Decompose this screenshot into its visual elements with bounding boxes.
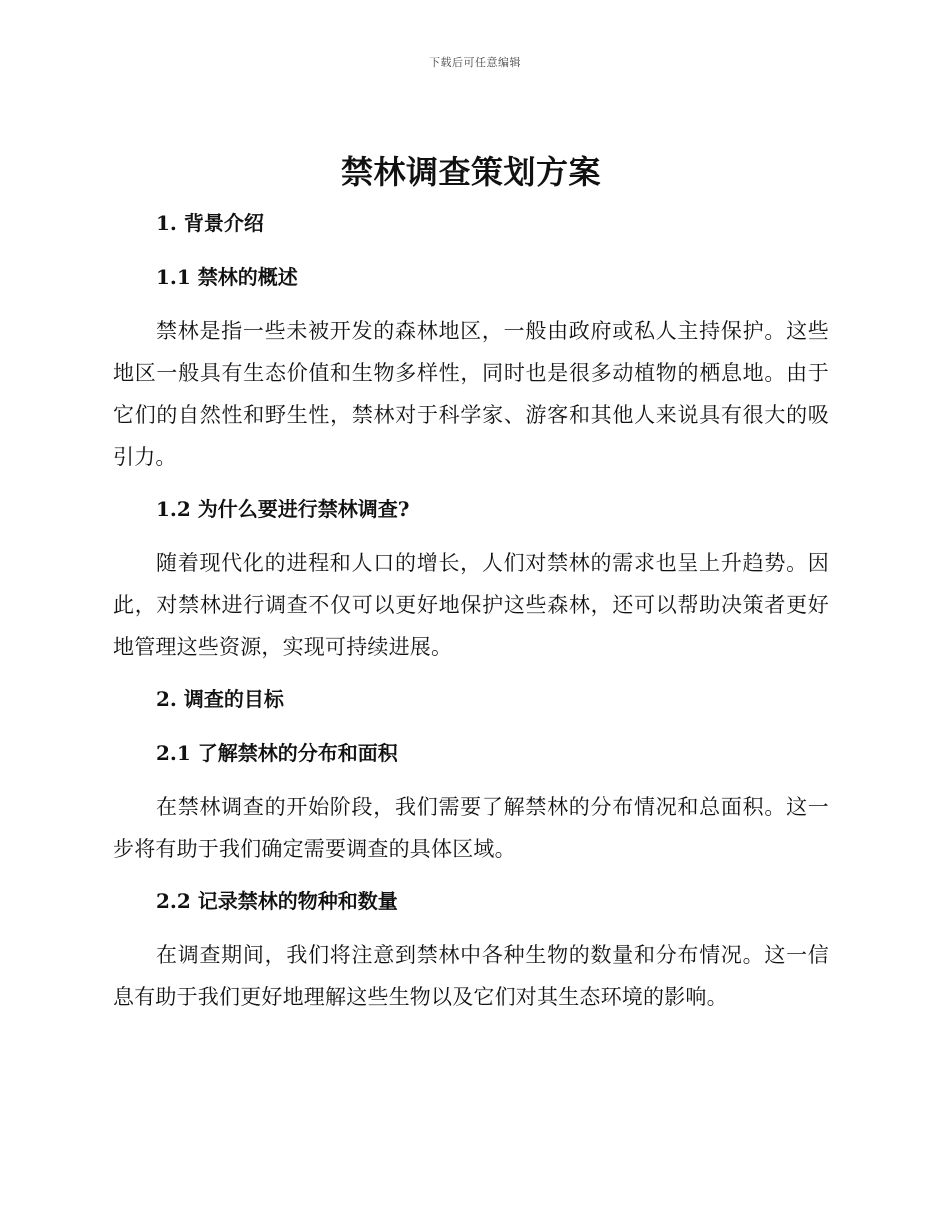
section-1-1-paragraph: 禁林是指一些未被开发的森林地区，一般由政府或私人主持保护。这些地区一般具有生态价值和生物多样性，同时也是很多动植物的栖息地。由于它们的自然性和野生性，禁林对于科学家、游客和其他人来说具有很大的吸引力。 [113,319,829,469]
section-2-1-heading: 2.1 了解禁林的分布和面积 [156,741,398,765]
section-1-2-paragraph: 随着现代化的进程和人口的增长，人们对禁林的需求也呈上升趋势。因此，对禁林进行调查不仅可以更好地保护这些森林，还可以帮助决策者更好地管理这些资源，实现可持续进展。 [113,551,829,659]
header-note: 下载后可任意编辑 [429,56,521,69]
section-2-1-paragraph: 在禁林调查的开始阶段，我们需要了解禁林的分布情况和总面积。这一步将有助于我们确定需要调查的具体区域。 [113,795,829,861]
section-1-2-heading: 1.2 为什么要进行禁林调查? [156,497,410,521]
document-title: 禁林调查策划方案 [340,153,601,191]
section-2-2-heading: 2.2 记录禁林的物种和数量 [156,889,398,913]
document-body [113,148,829,1018]
section-2-heading: 2. 调查的目标 [156,687,284,711]
section-1-heading: 1. 背景介绍 [156,211,264,235]
section-1-1-heading: 1.1 禁林的概述 [156,265,298,289]
section-2-2-paragraph: 在调查期间，我们将注意到禁林中各种生物的数量和分布情况。这一信息有助于我们更好地理解这些生物以及它们对其生态环境的影响。 [113,943,829,1009]
